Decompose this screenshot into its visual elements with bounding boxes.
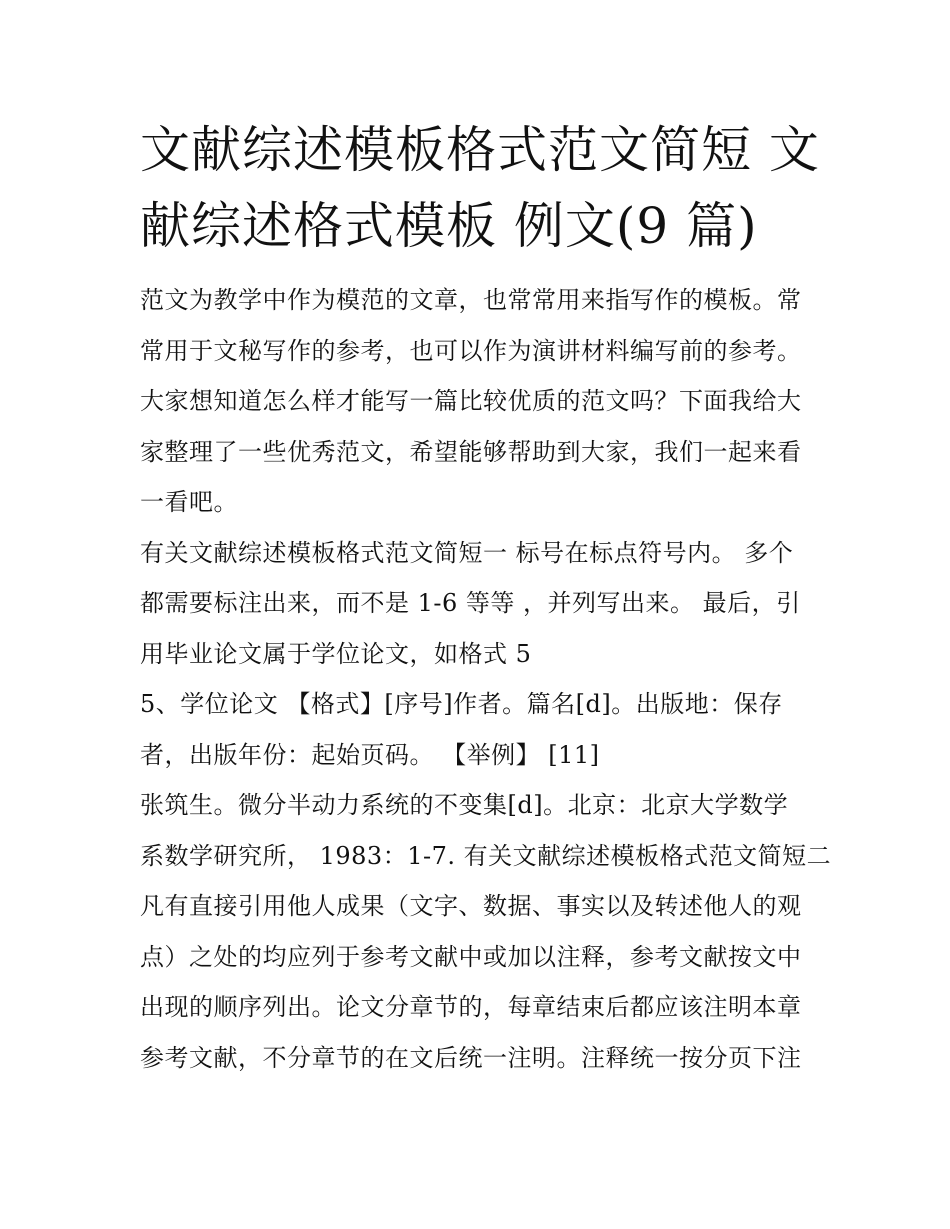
body-line: 参考文献，不分章节的在文后统一注明。注释统一按分页下注	[140, 1043, 802, 1072]
body-line: 凡有直接引用他人成果（文字、数据、事实以及转述他人的观	[140, 892, 802, 920]
body-line: 5、学位论文 【格式】[序号]作者。篇名[d]。出版地：保存	[140, 690, 783, 718]
body-line: 大家想知道怎么样才能写一篇比较优质的范文吗？下面我给大	[140, 387, 802, 415]
body-line: 者，出版年份：起始页码。 【举例】 [11]	[140, 740, 600, 769]
title-line: 献综述格式模板 例文(9 篇)	[140, 197, 758, 255]
body-line: 常用于文秘写作的参考，也可以作为演讲材料编写前的参考。	[140, 336, 802, 365]
body-line: 都需要标注出来，而不是 1-6 等等 ，并列写出来。 最后，引	[140, 589, 801, 617]
body-line: 出现的顺序列出。论文分章节的，每章结束后都应该注明本章	[140, 993, 802, 1021]
body-line: 用毕业论文属于学位论文，如格式 5	[140, 639, 532, 668]
body-line: 点）之处的均应列于参考文献中或加以注释，参考文献按文中	[140, 942, 802, 971]
body-line: 张筑生。微分半动力系统的不变集[d]。北京：北京大学数学	[140, 791, 789, 819]
body-line: 有关文献综述模板格式范文简短一 标号在标点符号内。 多个	[140, 538, 794, 567]
body-line: 家整理了一些优秀范文，希望能够帮助到大家，我们一起来看	[140, 437, 802, 466]
body-line: 范文为教学中作为模范的文章，也常常用来指写作的模板。常	[140, 286, 802, 314]
document-body	[140, 275, 832, 1083]
title-line: 文献综述模板格式范文简短 文	[140, 121, 820, 179]
document-title	[140, 112, 820, 264]
body-line: 一看吧。	[140, 488, 238, 516]
body-line: 系数学研究所， 1983：1-7. 有关文献综述模板格式范文简短二	[140, 841, 832, 870]
